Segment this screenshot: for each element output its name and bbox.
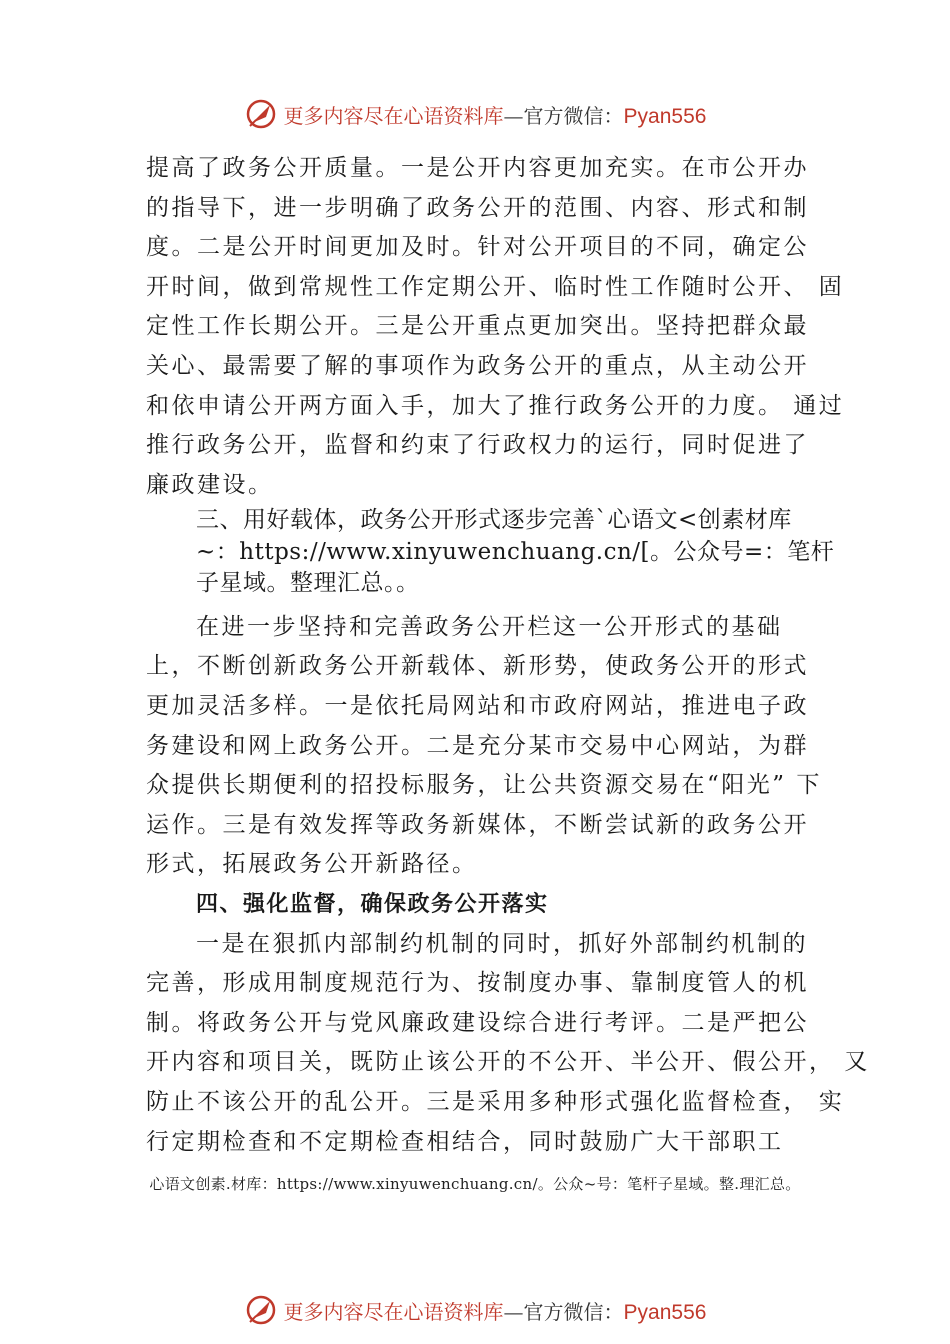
banner-wechat-id: Pyan556 [623, 104, 707, 128]
body-line: 开时间，做到常规性工作定期公开、临时性工作随时公开、 固 [146, 273, 845, 300]
quill-logo-icon [244, 1293, 278, 1327]
banner-wechat-id: Pyan556 [623, 1300, 707, 1324]
banner-separator: — [503, 1299, 524, 1324]
body-line: 一是在狠抓内部制约机制的同时，抓好外部制约机制的 [196, 930, 808, 957]
body-line: 和依申请公开两方面入手，加大了推行政务公开的力度。 通过 [146, 392, 845, 419]
body-line: 完善，形成用制度规范行为、按制度办事、靠制度管人的机 [146, 970, 809, 997]
section-3-line: ~：https://www.xinyuwenchuang.cn/[。公众号=：笔杆 [196, 538, 835, 565]
header-banner [0, 94, 950, 134]
body-line: 廉政建设。 [146, 471, 274, 498]
body-line: 关心、最需要了解的事项作为政务公开的重点，从主动公开 [146, 352, 809, 379]
body-line: 在进一步坚持和完善政务公开栏这一公开形式的基础 [196, 613, 783, 640]
document-body [146, 149, 870, 1162]
body-line: 防止不该公开的乱公开。三是采用多种形式强化监督检查， 实 [146, 1088, 845, 1115]
body-line: 务建设和网上政务公开。二是充分某市交易中心网站，为群 [146, 732, 809, 759]
body-line: 形式，拓展政务公开新路径。 [146, 851, 478, 878]
banner-main-text: 更多内容尽在心语资料库 [283, 1299, 504, 1324]
body-line: 定性工作长期公开。三是公开重点更加突出。坚持把群众最 [146, 313, 809, 340]
body-line: 上，不断创新政务公开新载体、新形势，使政务公开的形式 [146, 653, 809, 680]
banner-text [284, 100, 707, 129]
body-line: 行定期检查和不定期检查相结合，同时鼓励广大干部职工 [146, 1128, 784, 1155]
body-line: 众提供长期便利的招投标服务，让公共资源交易在“阳光” 下 [146, 772, 822, 799]
body-line: 开内容和项目关，既防止该公开的不公开、半公开、假公开， 又 [146, 1049, 870, 1076]
section-3-line: 子星域。整理汇总。。 [196, 570, 420, 597]
banner-text [284, 1296, 707, 1325]
footer-banner [0, 1290, 950, 1330]
body-line: 推行政务公开，监督和约束了行政权力的运行，同时促进了 [146, 432, 809, 459]
body-line: 运作。三是有效发挥等政务新媒体，不断尝试新的政务公开 [146, 811, 809, 838]
section-4-heading: 四、强化监督，确保政务公开落实 [196, 892, 549, 917]
body-line: 更加灵活多样。一是依托局网站和市政府网站，推进电子政 [146, 693, 809, 720]
banner-separator: — [503, 103, 524, 128]
banner-wechat-label: 官方微信： [523, 103, 624, 128]
body-line: 提高了政务公开质量。一是公开内容更加充实。在市公开办 [146, 155, 809, 181]
body-line: 度。二是公开时间更加及时。针对公开项目的不同，确定公 [146, 234, 809, 261]
body-line: 的指导下，进一步明确了政务公开的范围、内容、形式和制 [146, 194, 809, 221]
quill-logo-icon [244, 97, 278, 131]
footer-note: 心语文创素.材库：https://www.xinyuwenchuang.cn/。公众~号：笔杆子星域。整.理汇总。 [149, 1175, 801, 1193]
section-3-line: 三、用好载体，政务公开形式逐步完善`心语文<创素材库 [196, 507, 792, 534]
banner-wechat-label: 官方微信： [523, 1299, 624, 1324]
banner-main-text: 更多内容尽在心语资料库 [283, 103, 504, 128]
body-line: 制。将政务公开与党风廉政建设综合进行考评。二是严把公 [146, 1009, 809, 1036]
